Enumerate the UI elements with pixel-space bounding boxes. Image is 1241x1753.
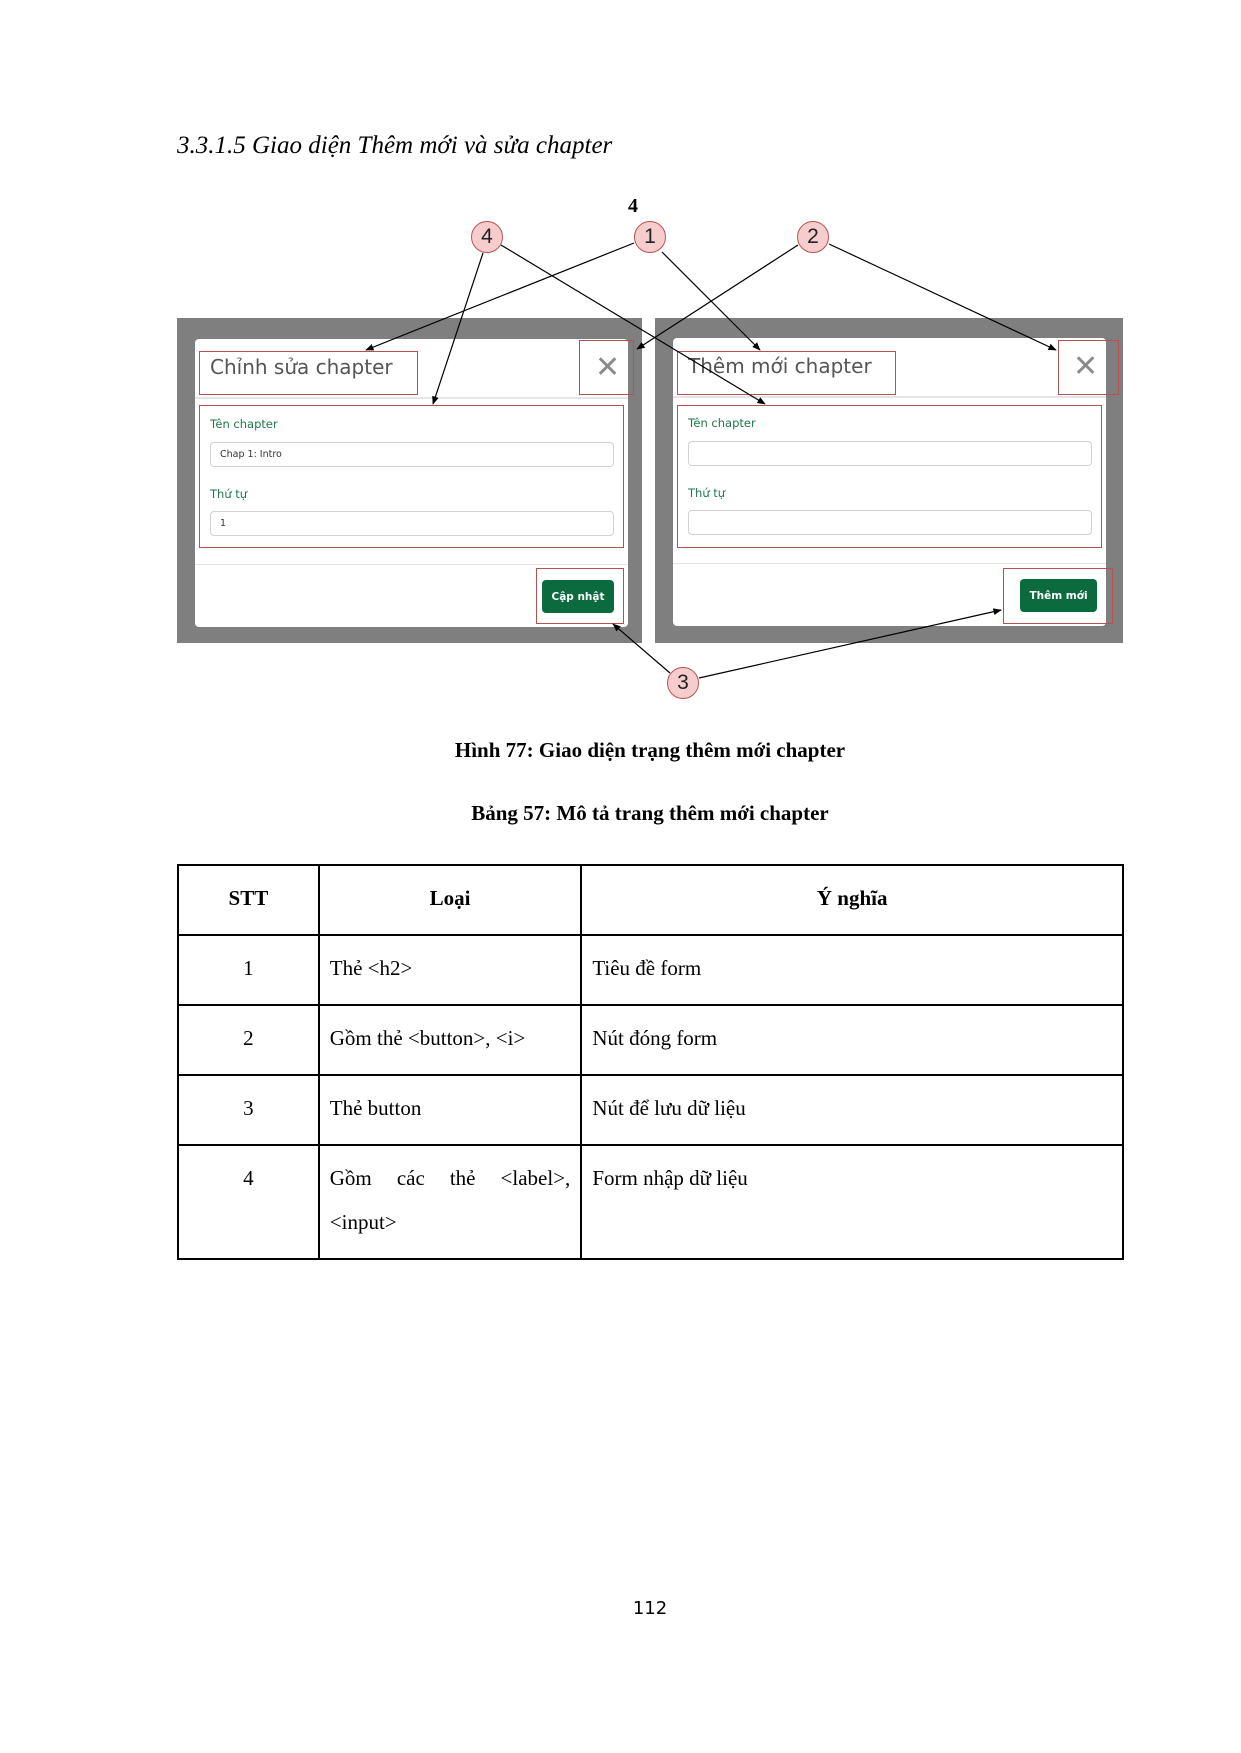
header-divider [673,396,1106,398]
edit-modal-title: Chỉnh sửa chapter [210,355,393,379]
figure-caption: Hình 77: Giao diện trạng thêm mới chapter [454,738,846,762]
description-table [177,864,1124,1260]
add-modal-title: Thêm mới chapter [688,354,872,378]
table-row [178,1005,1123,1075]
table-row [178,935,1123,1005]
annotation-box-form [199,405,624,548]
figure-top-label: 4 [628,195,638,217]
cell-y-nghia: Nút để lưu dữ liệu [581,1075,1123,1145]
header-y-nghia: Ý nghĩa [581,865,1123,935]
cell-y-nghia: Nút đóng form [581,1005,1123,1075]
cell-y-nghia: Tiêu đề form [581,935,1123,1005]
cell-stt: 2 [178,1005,319,1075]
order-label: Thứ tự [210,487,248,501]
callout-4: 4 [471,221,503,253]
cell-stt: 4 [178,1145,319,1259]
cell-loai: Thẻ button [319,1075,582,1145]
cell-stt: 3 [178,1075,319,1145]
callout-3: 3 [667,667,699,699]
table-header-row [178,865,1123,935]
update-button[interactable]: Cập nhật [542,580,614,613]
cell-loai: Thẻ <h2> [319,935,582,1005]
cell-loai: Gồm thẻ <button>, <i> [319,1005,582,1075]
chapter-name-label: Tên chapter [688,416,756,430]
footer-divider [195,564,628,565]
section-heading: 3.3.1.5 Giao diện Thêm mới và sửa chapter [177,132,613,159]
annotation-box-close [1058,340,1119,395]
annotation-box-close [579,340,634,395]
header-stt: STT [178,865,319,935]
chapter-name-input[interactable]: Chap 1: Intro [210,442,614,467]
close-icon[interactable]: ✕ [1073,349,1099,384]
header-loai: Loại [319,865,582,935]
header-divider [195,397,628,399]
cell-y-nghia: Form nhập dữ liệu [581,1145,1123,1259]
annotation-box-submit [1003,568,1113,624]
annotation-box-title [677,351,896,395]
callout-2: 2 [797,221,829,253]
table-row [178,1075,1123,1145]
table-row [178,1145,1123,1259]
callout-1: 1 [634,221,666,253]
annotation-box-form [677,405,1102,548]
add-button[interactable]: Thêm mới [1020,579,1097,612]
cell-loai: Gồm các thẻ <label>, <input> [319,1145,582,1259]
close-icon[interactable]: ✕ [595,350,621,385]
table-caption: Bảng 57: Mô tả trang thêm mới chapter [471,801,829,825]
annotation-box-submit [536,568,624,624]
annotation-box-title [199,351,418,395]
cell-stt: 1 [178,935,319,1005]
chapter-name-label: Tên chapter [210,417,278,431]
footer-divider [673,563,1106,564]
page-number: 112 [632,1598,668,1619]
order-label: Thứ tự [688,486,726,500]
order-input[interactable]: 1 [210,511,614,536]
